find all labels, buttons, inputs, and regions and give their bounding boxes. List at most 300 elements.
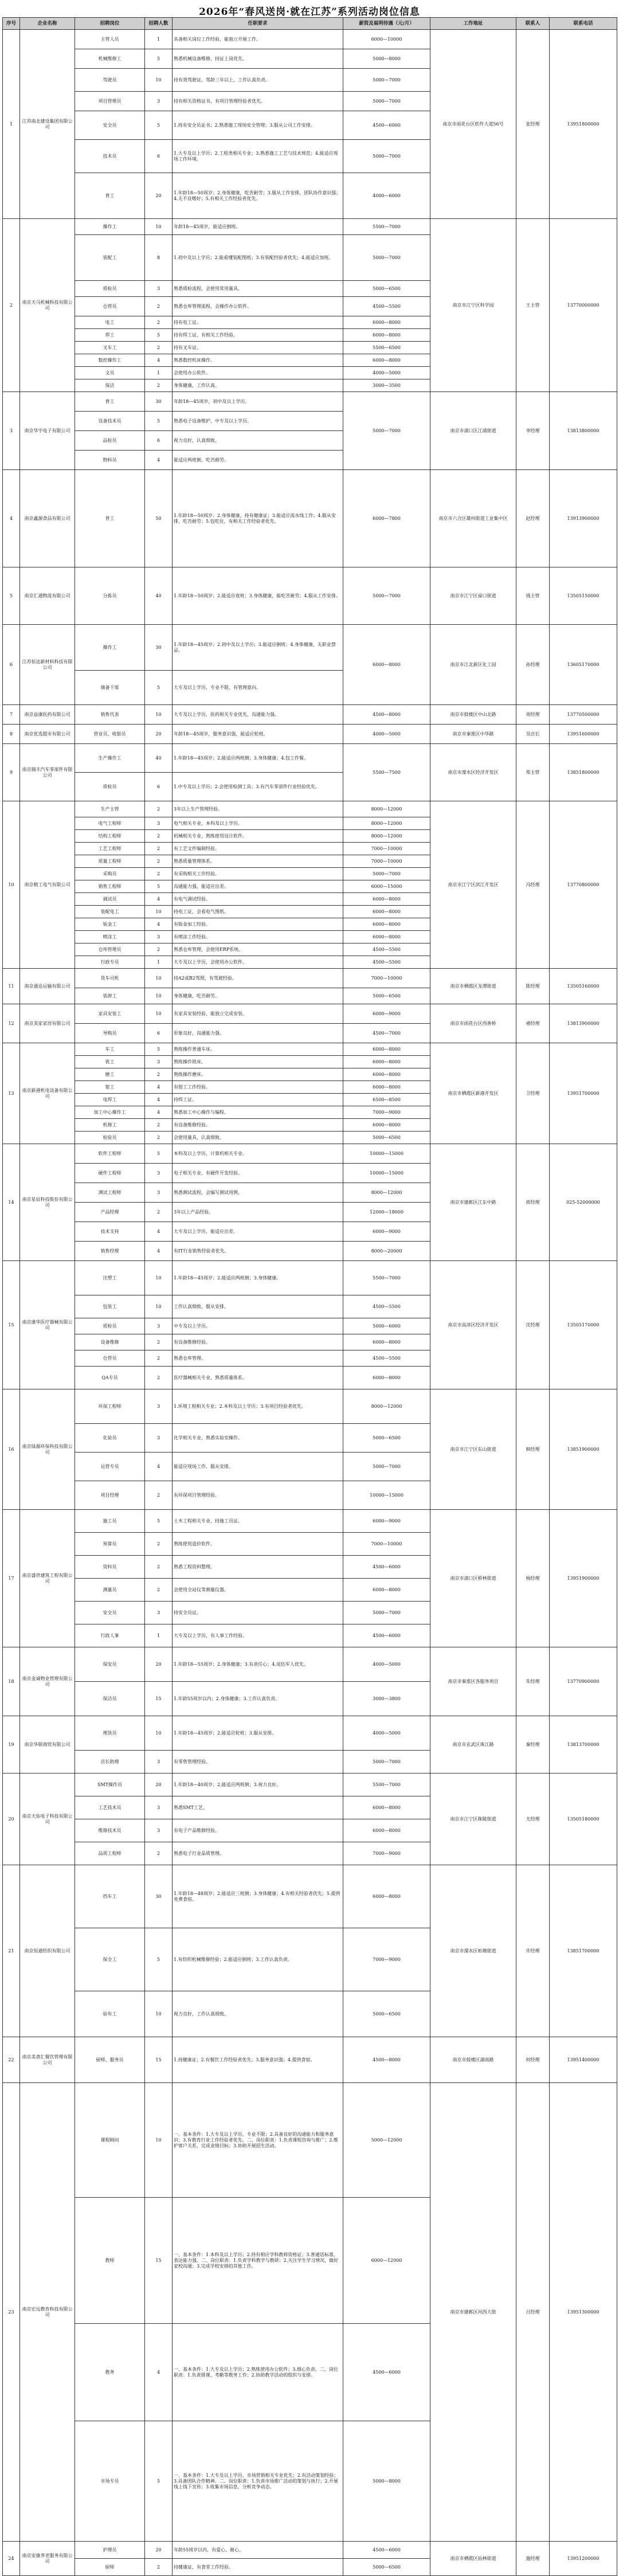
requirements-cell: 年龄55周岁以内，有爱心、耐心。 [173,2542,343,2559]
count-cell: 3 [145,1602,173,1624]
index-cell: 20 [3,1774,20,1865]
index-cell: 10 [3,801,20,969]
position-cell: 装卸工 [75,988,145,1004]
salary-cell: 5000—6500 [343,988,430,1004]
count-cell: 2 [145,1579,173,1602]
address-cell: 南京市栖霞区仙林街道 [430,2542,516,2576]
count-cell: 4 [145,1106,173,1119]
address-cell: 南京市江宁区秣陵街道 [430,1774,516,1865]
position-cell: 装配工 [75,235,145,281]
requirements-cell: 1.年龄18—45周岁；2.能适应两班倒；3.身体健康；4.包工作餐。 [173,744,343,773]
position-cell: 分拣员 [75,567,145,625]
count-cell: 2 [145,1203,173,1222]
salary-cell: 5500—7000 [343,1774,430,1796]
header-index: 序号 [3,18,20,30]
address-cell: 南京市高淳区经济开发区 [430,1261,516,1389]
position-cell: 设备技术员 [75,412,145,431]
salary-cell: 8000—12000 [343,817,430,830]
table-row [3,1261,617,1295]
requirements-cell: 1.年龄18—45周岁；2.初中及以上学历；3.能适应倒班；4.身体健康，无职业禁忌。 [173,625,343,671]
count-cell: 30 [145,625,173,671]
position-cell: 焊工 [75,329,145,342]
requirements-cell: 1.年龄55周岁以内；2.身体健康；3.工作认真负责。 [173,1682,343,1716]
position-cell: 操作工 [75,219,145,235]
address-cell: 南京市栖霞区新港开发区 [430,1043,516,1144]
position-cell: 教务 [75,2324,145,2421]
position-cell: 保安员 [75,1647,145,1682]
index-cell: 11 [3,969,20,1004]
salary-cell: 5000—6500 [343,1991,430,2037]
count-cell: 5 [145,49,173,69]
salary-cell: 4000—5000 [343,725,430,744]
requirements-cell: 有喷涂工作经验。 [173,931,343,944]
count-cell: 10 [145,906,173,918]
position-cell: 销售工程师 [75,880,145,893]
address-cell: 南京市建邺区河西大街 [430,2083,516,2542]
company-cell: 南京天马机械科技有限公司 [20,219,75,392]
requirements-cell: 持有叉车证。 [173,342,343,354]
table-row [3,219,617,235]
salary-cell: 6000—9000 [343,1004,430,1024]
position-cell: 质检员 [75,773,145,801]
position-cell: 质检员 [75,1318,145,1334]
position-cell: 文员 [75,367,145,379]
position-cell: 注塑工 [75,1261,145,1295]
phone-cell: 13851900000 [550,1389,617,1510]
salary-cell: 6000—12000 [343,2198,430,2324]
table-row [3,2083,617,2198]
contact-cell: 赵经理 [516,470,550,567]
salary-cell: 7000—9000 [343,1106,430,1119]
count-cell: 3 [145,1796,173,1819]
phone-cell: 13770800000 [550,801,617,969]
requirements-cell: 土木工程相关专业，持施工员证。 [173,1510,343,1533]
requirements-cell: 有电气调试经验。 [173,893,343,906]
count-cell: 3 [145,931,173,944]
position-cell: SMT操作员 [75,1774,145,1796]
salary-cell: 5000—7000 [343,140,430,173]
table-row [3,725,617,744]
count-cell: 3 [145,1389,173,1424]
position-cell: 装配电工 [75,906,145,918]
count-cell: 5 [145,880,173,893]
requirements-cell: 熟悉质量管理体系。 [173,855,343,868]
count-cell: 10 [145,69,173,92]
position-cell: 技术员 [75,140,145,173]
requirements-cell: 一、基本条件：1.本科及以上学历；2.持有相应学科教师资格证；3.普通话标准，表达能力强。二、岗位职责：1.负责学科教学与教研；2.关注学生学习情况，做好家校沟通；3.完成学校安排的其他工作。 [173,2198,343,2324]
count-cell: 2 [145,830,173,843]
company-cell: 南京汇通物流有限公司 [20,567,75,625]
count-cell: 3 [145,92,173,111]
address-cell: 南京市江宁区滨江开发区 [430,801,516,969]
requirements-cell: 有家具安装经验，能独立完成安装。 [173,1004,343,1024]
company-cell: 南京优选超市有限公司 [20,725,75,744]
count-cell: 10 [145,1991,173,2037]
count-cell: 10 [145,969,173,988]
salary-cell: 4500—8000 [343,2037,430,2083]
position-cell: 理货员 [75,1716,145,1751]
position-cell: 仓管员 [75,297,145,316]
address-cell: 南京市江宁区科学园 [430,219,516,392]
requirements-cell: 3年以上生产管理经验。 [173,801,343,817]
count-cell: 8 [145,235,173,281]
salary-cell: 5000—7000 [343,1751,430,1774]
position-cell: 驾驶员 [75,69,145,92]
position-cell: 仓管员 [75,1350,145,1367]
position-cell: 检验员 [75,1132,145,1144]
salary-cell: 5000—6500 [343,1424,430,1453]
salary-cell: 6500—8500 [343,1094,430,1106]
requirements-cell: 年龄18—45周岁，初中及以上学历。 [173,392,343,412]
salary-cell: 10000—15000 [343,1481,430,1510]
table-row [3,1647,617,1682]
requirements-cell: 有零售管理经验。 [173,1751,343,1774]
salary-cell: 4500—6000 [343,1624,430,1647]
requirements-cell: 有电子产品维修经验。 [173,1819,343,1842]
index-cell: 7 [3,705,20,725]
requirements-cell: 大专及以上学历，专业不限，有管理意向。 [173,671,343,705]
count-cell: 4 [145,354,173,367]
salary-cell: 7000—10000 [343,855,430,868]
requirements-cell: 有设备维修经验。 [173,1119,343,1132]
company-cell: 南京恒通纺织有限公司 [20,1865,75,2037]
count-cell: 2 [145,1481,173,1510]
count-cell: 5 [145,1928,173,1991]
contact-cell: 冯经理 [516,801,550,969]
count-cell: 20 [145,1774,173,1796]
requirements-cell: 熟练操作磨床。 [173,1068,343,1081]
count-cell: 5 [145,329,173,342]
company-cell: 南京华联商贸有限公司 [20,1716,75,1774]
company-cell: 南京鑫源食品有限公司 [20,470,75,567]
count-cell: 3 [145,1819,173,1842]
count-cell: 3 [145,1751,173,1774]
requirements-cell: 熟悉电子设备维护，中专及以上学历。 [173,412,343,431]
company-cell: 江苏恒达新材料科技有限公司 [20,625,75,705]
salary-cell: 5000—7000 [343,868,430,880]
index-cell: 18 [3,1647,20,1716]
table-row [3,625,617,671]
requirements-cell: 1.年龄18—40周岁；2.能适应两班倒；3.视力良好。 [173,1774,343,1796]
contact-cell: 陈经理 [516,969,550,1004]
address-cell: 南京市鼓楼区中山北路 [430,705,516,725]
requirements-cell: 持安全员证。 [173,1602,343,1624]
count-cell: 2 [145,1367,173,1389]
position-cell: 品检员 [75,431,145,451]
count-cell: 20 [145,725,173,744]
position-cell: 保洁 [75,379,145,392]
position-cell: 铣工 [75,1056,145,1068]
phone-cell: 13951200000 [550,2542,617,2576]
index-cell: 15 [3,1261,20,1389]
company-cell: 南京星辰科技股份有限公司 [20,1144,75,1261]
index-cell: 13 [3,1043,20,1144]
requirements-cell: 1.年龄18—50周岁；2.身体健康，持有健康证；3.能适应流水线工作；4.服从安排，吃苦耐劳；5.包吃住，有相关工作经验者优先。 [173,470,343,567]
count-cell: 5 [145,1510,173,1533]
position-cell: 预算员 [75,1533,145,1556]
address-cell: 南京市溧水区经济开发区 [430,744,516,801]
count-cell: 3 [145,1183,173,1203]
requirements-cell: 工作认真细致，服从安排。 [173,1295,343,1318]
salary-cell: 7000—10000 [343,969,430,988]
requirements-cell: 熟悉仓库管理流程，会操作办公软件。 [173,297,343,316]
requirements-cell: 有环保项目管理经验。 [173,1481,343,1510]
count-cell: 3 [145,1424,173,1453]
position-cell: 测量员 [75,1579,145,1602]
count-cell: 2 [145,1068,173,1081]
requirements-cell: 沟通能力强，能适应出差。 [173,880,343,893]
table-row [3,1510,617,1533]
requirements-cell: 大专及以上学历，能适应出差。 [173,1222,343,1242]
requirements-cell: 1.大专及以上学历；2.工程类相关专业；3.熟悉施工工艺与技术规范；4.能适应现场工作环境。 [173,140,343,173]
page-title: 2026年“春风送岗·就在江苏”系列活动岗位信息 [199,6,420,18]
phone-cell: 13951400000 [550,2037,617,2083]
table-row [3,2037,617,2083]
company-cell: 南京宏远教育科技有限公司 [20,2083,75,2542]
phone-cell: 13851800000 [550,744,617,801]
salary-cell: 4500—6000 [343,2542,430,2559]
position-cell: 挡车工 [75,1865,145,1928]
salary-cell: 4500—5500 [343,944,430,956]
requirements-cell: 1.年龄18—50周岁；2.身体健康，吃苦耐劳；3.服从工作安排，团队协作意识强；4.无不良嗜好；5.有相关工作经验者优先。 [173,173,343,219]
table-row [3,1774,617,1796]
index-cell: 4 [3,470,20,567]
salary-cell: 4000—5000 [343,1647,430,1682]
salary-cell: 6000—8000 [343,893,430,906]
index-cell: 12 [3,1004,20,1043]
table-header-row [3,18,617,30]
contact-cell: 张经理 [516,30,550,219]
company-cell: 南京金诚物业管理有限公司 [20,1647,75,1716]
count-cell: 2 [145,801,173,817]
contact-cell: 许经理 [516,1865,550,2037]
count-cell: 40 [145,567,173,625]
table-row [3,30,617,49]
requirements-cell: 1.年龄18—45周岁；2.能适应两班倒；3.身体健康。 [173,1261,343,1295]
phone-cell: 13951800000 [550,30,617,219]
count-cell: 10 [145,1261,173,1295]
requirements-cell: 1.持有安全员证书；2.熟悉施工现场安全管理；3.服从公司工作安排。 [173,111,343,140]
count-cell: 2 [145,1350,173,1367]
requirements-cell: 持A2或B2驾照，有驾驶经验。 [173,969,343,988]
count-cell: 2 [145,944,173,956]
salary-cell: 6000—9000 [343,1222,430,1242]
index-cell: 19 [3,1716,20,1774]
position-cell: 硬件工程师 [75,1164,145,1183]
count-cell: 2 [145,1334,173,1350]
phone-cell: 13951700000 [550,1043,617,1144]
salary-cell: 8000—12000 [343,801,430,817]
requirements-cell: 1.初中及以上学历；2.能看懂装配图纸；3.有装配经验者优先；4.能适应加班。 [173,235,343,281]
requirements-cell: 熟悉机械设备维修，持证上岗优先。 [173,49,343,69]
position-cell: 采购员 [75,868,145,880]
table-row [3,1716,617,1751]
requirements-cell: 形象良好，沟通能力强。 [173,1024,343,1043]
company-cell: 南京美食汇餐饮管理有限公司 [20,2037,75,2083]
position-cell: 主管人员 [75,30,145,49]
count-cell: 20 [145,173,173,219]
salary-cell: 6000—8000 [343,1068,430,1081]
phone-cell: 13813900000 [550,1004,617,1043]
contact-cell: 秦经理 [516,1716,550,1774]
requirements-cell: 熟悉仓库管理，会使用ERP系统。 [173,944,343,956]
position-cell: 操作工 [75,625,145,671]
requirements-cell: 具备相关岗位工作经验，能独立开展工作。 [173,30,343,49]
salary-cell: 4500—6000 [343,2324,430,2421]
count-cell: 4 [145,1453,173,1481]
header-salary: 薪资及福利待遇（元/月） [343,18,430,30]
salary-cell: 6000—8000 [343,1367,430,1389]
position-cell: 维修技术员 [75,1819,145,1842]
requirements-cell: 持电工证，会看电气图纸。 [173,906,343,918]
company-cell: 南京安康养老服务有限公司 [20,2542,75,2576]
salary-cell: 7000—10000 [343,1533,430,1556]
contact-cell: 韩经理 [516,1389,550,1510]
requirements-cell: 持有相关资格证书，有项目管理经验者优先。 [173,92,343,111]
requirements-cell: 一、基本条件：1.大专及以上学历；2.熟练使用办公软件；3.细心负责。二、岗位职责：1.负责排课、考勤等教务工作；2.协助教学活动的组织与安排。 [173,2324,343,2421]
requirements-cell: 会使用量具，认真细致。 [173,1132,343,1144]
salary-cell: 6000—8000 [343,1081,430,1094]
requirements-cell: 化学相关专业，熟悉实验室操作。 [173,1424,343,1453]
position-cell: 货车司机 [75,969,145,988]
salary-cell: 5000—7000 [343,92,430,111]
count-cell: 6 [145,773,173,801]
requirements-cell: 能适应两班倒，吃苦耐劳。 [173,451,343,470]
salary-cell: 4500—8000 [343,705,430,725]
requirements-cell: 一、基本条件：1.大专及以上学历，市场营销相关专业优先；2.有活动策划经验；3.具备团队合作精神。二、岗位职责：1.负责市场推广活动的策划与执行；2.开展线上线下宣传；3.收集市场信息，分析竞争动态。 [173,2421,343,2542]
contact-cell: 褚经理 [516,1004,550,1043]
index-cell: 16 [3,1389,20,1510]
count-cell: 15 [145,1682,173,1716]
salary-cell: 5000—12000 [343,2083,430,2198]
requirements-cell: 持有电工证。 [173,316,343,329]
requirements-cell: 一、基本条件：1.大专及以上学历，专业不限；2.具备良好的沟通能力和服务意识；3.有教育行业工作经验者优先。二、岗位职责：1.负责课程咨询与推广；2.维护客户关系，完成业绩目标；3.协助开展招生活动。 [173,2083,343,2198]
count-cell: 1 [145,1624,173,1647]
requirements-cell: 1.有纺织机械维修经验；2.能适应倒班；3.工作认真负责。 [173,1928,343,1991]
company-cell: 南京康华医疗器械有限公司 [20,1261,75,1389]
position-cell: 营业员、收银员 [75,725,145,744]
count-cell: 4 [145,2324,173,2421]
requirements-cell: 会使用办公软件。 [173,367,343,379]
salary-cell: 12000—18000 [343,1203,430,1222]
count-cell: 4 [145,1094,173,1106]
position-cell: 教师 [75,2198,145,2324]
phone-cell: 13951300000 [550,2083,617,2542]
salary-cell: 6000—8000 [343,1119,430,1132]
count-cell: 4 [145,893,173,906]
requirements-cell: 1.年龄18—50周岁；2.能适应夜班；3.身体健康，能吃苦耐劳；4.服从工作安排。 [173,567,343,625]
count-cell: 10 [145,1295,173,1318]
count-cell: 2 [145,1132,173,1144]
phone-cell: 13813800000 [550,392,617,470]
company-cell: 南京华宇电子有限公司 [20,392,75,470]
salary-cell: 5000—7000 [343,392,430,470]
position-cell: 电焊工 [75,1094,145,1106]
table-row [3,969,617,988]
position-cell: QA专员 [75,1367,145,1389]
position-cell: 钳工 [75,1081,145,1094]
salary-cell: 5000—7000 [343,567,430,625]
index-cell: 23 [3,2083,20,2542]
company-cell: 南京精工电气有限公司 [20,801,75,969]
position-cell: 电气工程师 [75,817,145,830]
contact-cell: 沈经理 [516,1261,550,1389]
position-cell: 家具安装工 [75,1004,145,1024]
salary-cell: 5000—7000 [343,69,430,92]
position-cell: 店长助理 [75,1751,145,1774]
requirements-cell: 有设备维修经验。 [173,1334,343,1350]
position-cell: 项目管理员 [75,92,145,111]
phone-cell: 13913900000 [550,470,617,567]
salary-cell: 6000—8000 [343,1334,430,1350]
count-cell: 15 [145,2198,173,2324]
requirements-cell: 年龄18—45周岁，服务意识强，能适应轮班。 [173,725,343,744]
table-row [3,392,617,412]
count-cell: 2 [145,316,173,329]
header-requirements: 任职要求 [173,18,343,30]
salary-cell: 4500—7000 [343,1024,430,1043]
contact-cell: 孙经理 [516,625,550,705]
phone-cell: 13505170000 [550,1261,617,1389]
position-cell: 钣金工 [75,918,145,931]
position-cell: 电工 [75,316,145,329]
requirements-cell: 大专及以上学历，有人事工作经验。 [173,1624,343,1647]
position-cell: 化验员 [75,1424,145,1453]
count-cell: 10 [145,1716,173,1751]
requirements-cell: 熟悉SMT工艺。 [173,1796,343,1819]
count-cell: 10 [145,1004,173,1024]
requirements-cell: 有钳工工作经验。 [173,1081,343,1094]
position-cell: 安全员 [75,111,145,140]
table-row [3,801,617,817]
position-cell: 车工 [75,1043,145,1056]
address-cell: 南京市建邺区江东中路 [430,1144,516,1261]
salary-cell: 6000—8000 [343,316,430,329]
count-cell: 2 [145,1533,173,1556]
address-cell: 南京市江宁区禄口街道 [430,567,516,625]
contact-cell: 施经理 [516,2542,550,2576]
header-phone: 联系电话 [550,18,617,30]
index-cell: 21 [3,1865,20,2037]
requirements-cell: 视力良好，认真细致。 [173,431,343,451]
salary-cell: 4000—6000 [343,173,430,219]
address-cell: 南京市溧水区柘塘街道 [430,1865,516,2037]
count-cell: 3 [145,817,173,830]
index-cell: 1 [3,30,20,219]
requirements-cell: 电气相关专业，本科及以上学历。 [173,817,343,830]
count-cell: 4 [145,1242,173,1261]
position-cell: 质量工程师 [75,855,145,868]
position-cell: 施工员 [75,1510,145,1533]
requirements-cell: 年龄18—45周岁，能适应倒班。 [173,219,343,235]
position-cell: 保全工 [75,1928,145,1991]
salary-cell: 6000—10000 [343,30,430,49]
table-row [3,1043,617,1056]
index-cell: 17 [3,1510,20,1647]
requirements-cell: 1.持健康证；2.有餐饮工作经验者优先；3.服务意识强；4.提供食宿。 [173,2037,343,2083]
position-cell: 生产主管 [75,801,145,817]
requirements-cell: 有采购相关工作经验。 [173,868,343,880]
count-cell: 5 [145,111,173,140]
requirements-cell: 大专及以上学历，医药相关专业优先，沟通能力强。 [173,705,343,725]
count-cell: 15 [145,2037,173,2083]
count-cell: 3 [145,1318,173,1334]
count-cell: 2 [145,297,173,316]
position-cell: 结构工程师 [75,830,145,843]
count-cell: 5 [145,671,173,705]
salary-cell: 6000—8000 [343,329,430,342]
position-cell: 环保工程师 [75,1389,145,1424]
